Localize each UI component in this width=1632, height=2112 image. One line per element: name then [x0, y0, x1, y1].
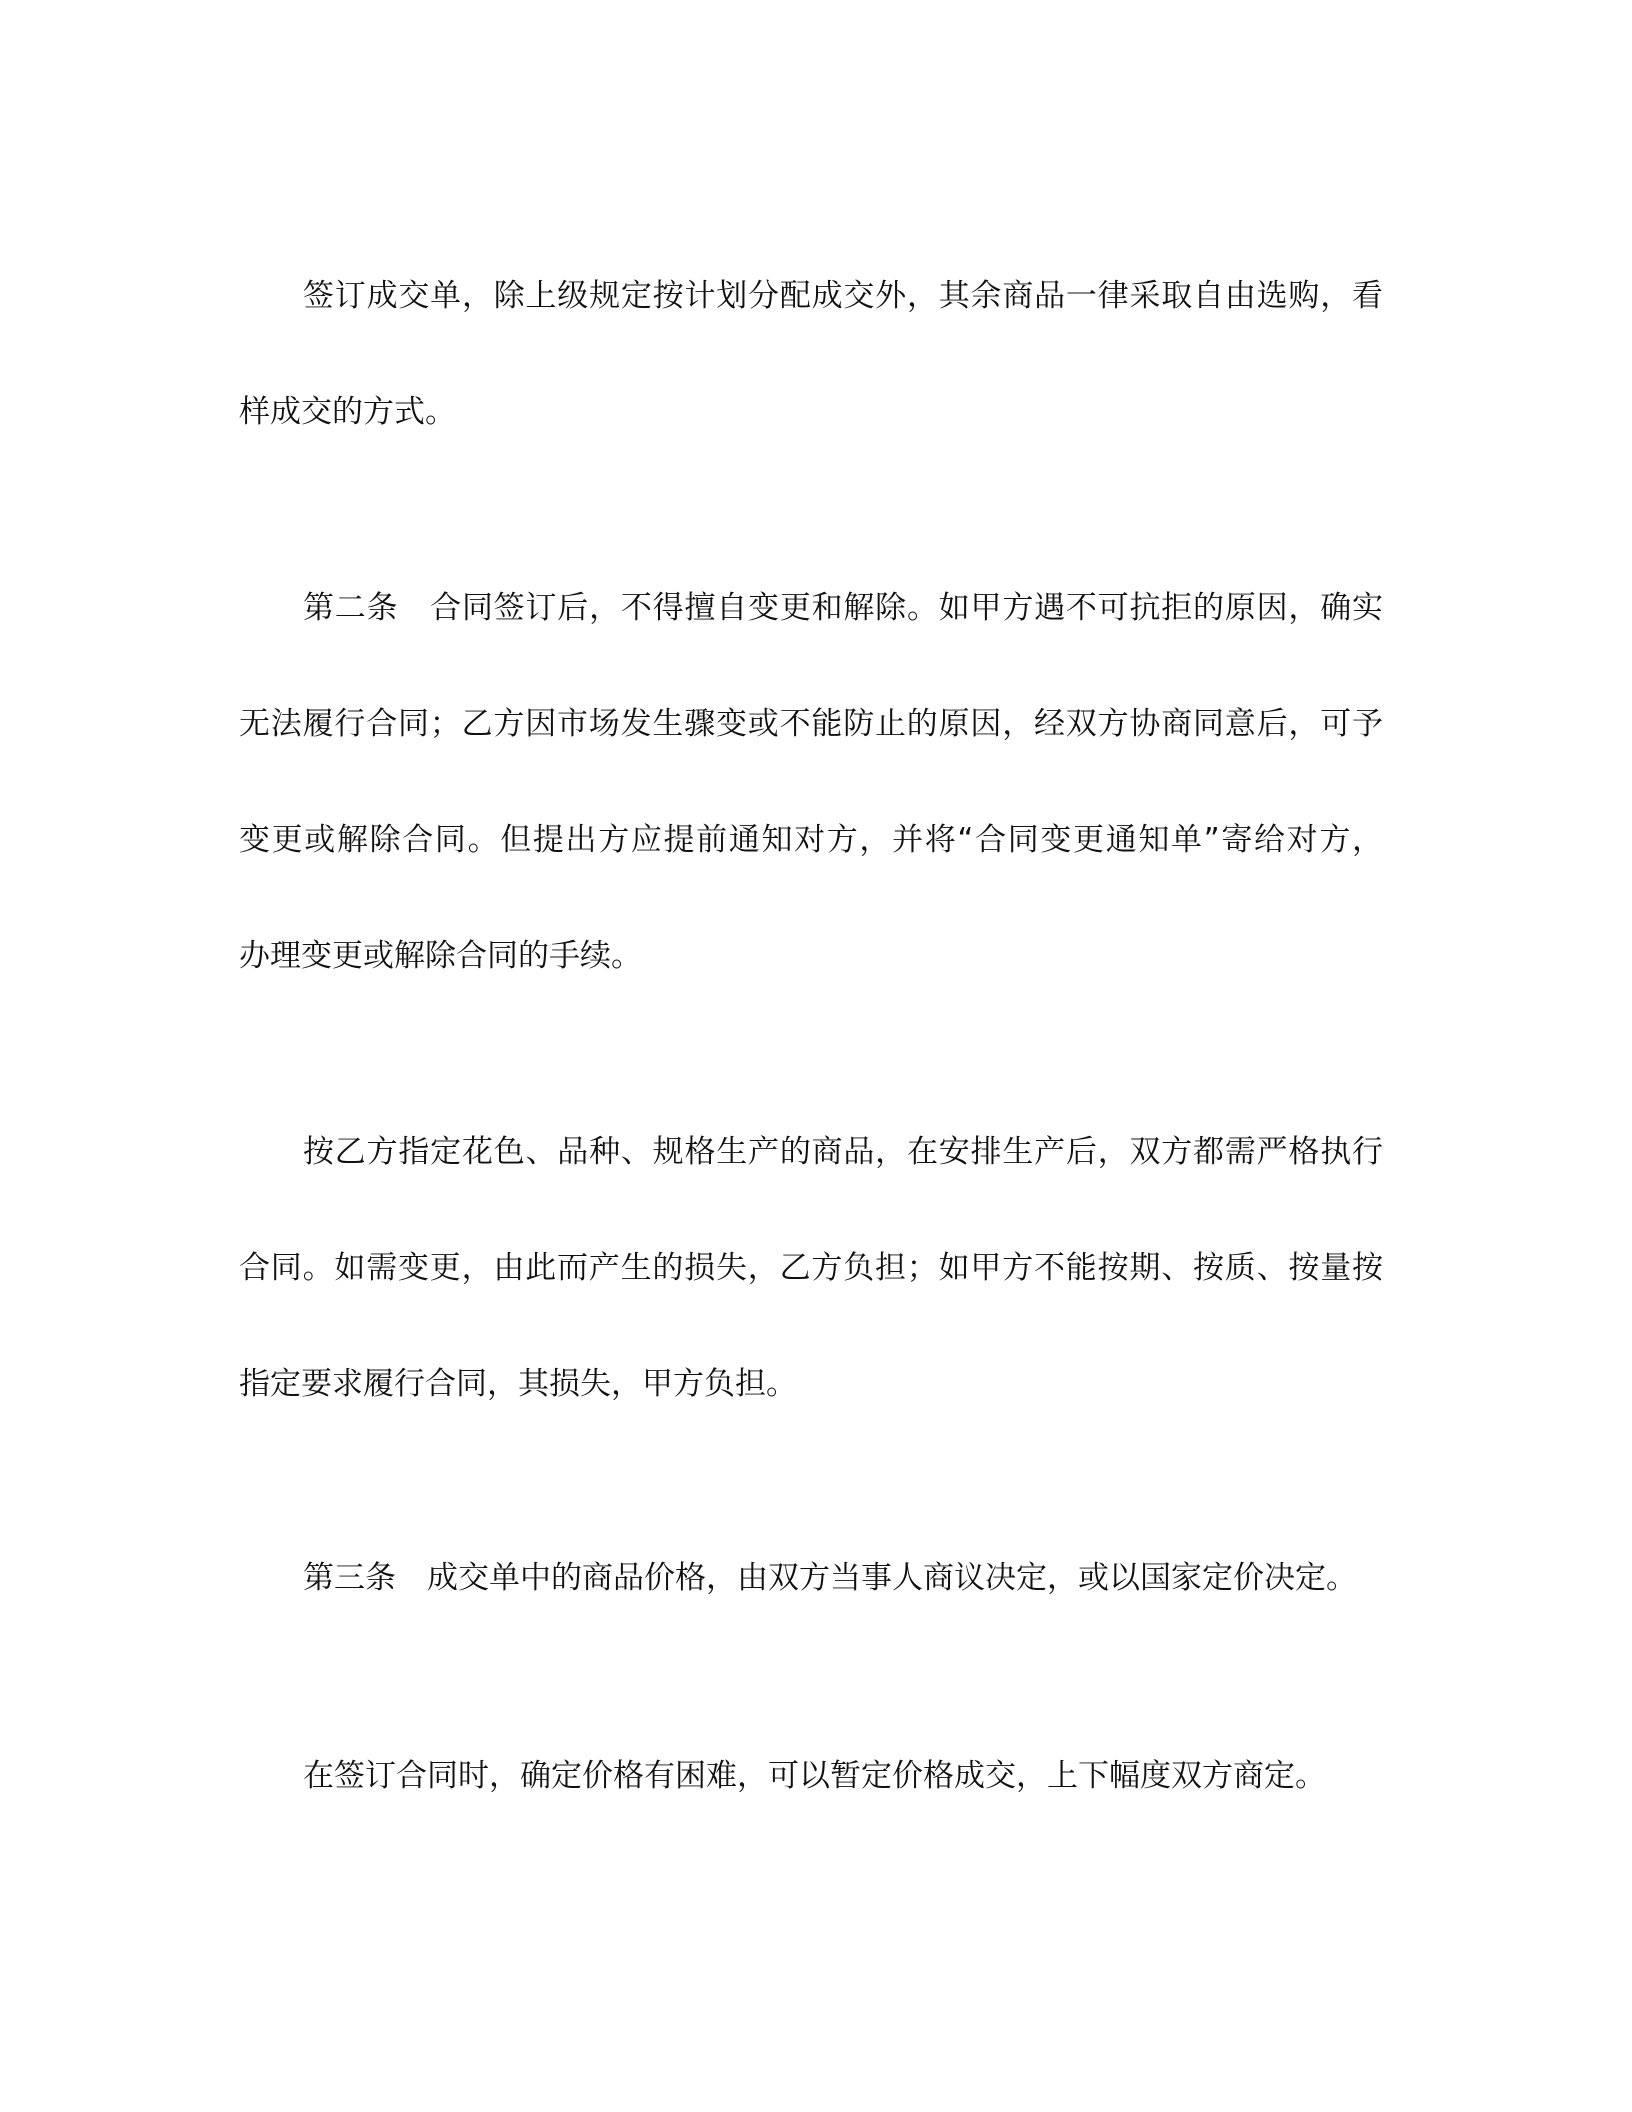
paragraph-2-line-4: 办理变更或解除合同的手续。 — [239, 938, 642, 974]
paragraph-2-line-3: 变更或解除合同。但提出方应提前通知对方，并将“合同变更通知单”寄给对方， — [239, 822, 1383, 858]
paragraph-1-line-1: 签订成交单，除上级规定按计划分配成交外，其余商品一律采取自由选购，看 — [303, 278, 1383, 314]
paragraph-2-line-1: 第二条 合同签订后，不得擅自变更和解除。如甲方遇不可抗拒的原因，确实 — [303, 590, 1383, 626]
paragraph-3-line-2: 合同。如需变更，由此而产生的损失，乙方负担；如甲方不能按期、按质、按量按 — [239, 1250, 1383, 1286]
paragraph-2-line-2: 无法履行合同；乙方因市场发生骤变或不能防止的原因，经双方协商同意后，可予 — [239, 706, 1383, 742]
paragraph-4-line-1: 第三条 成交单中的商品价格，由双方当事人商议决定，或以国家定价决定。 — [303, 1560, 1357, 1596]
paragraph-1-line-2: 样成交的方式。 — [239, 394, 456, 430]
paragraph-3-line-3: 指定要求履行合同，其损失，甲方负担。 — [239, 1366, 797, 1402]
paragraph-5-line-1: 在签订合同时，确定价格有困难，可以暂定价格成交，上下幅度双方商定。 — [303, 1758, 1326, 1794]
paragraph-3-line-1: 按乙方指定花色、品种、规格生产的商品，在安排生产后，双方都需严格执行 — [303, 1134, 1383, 1170]
